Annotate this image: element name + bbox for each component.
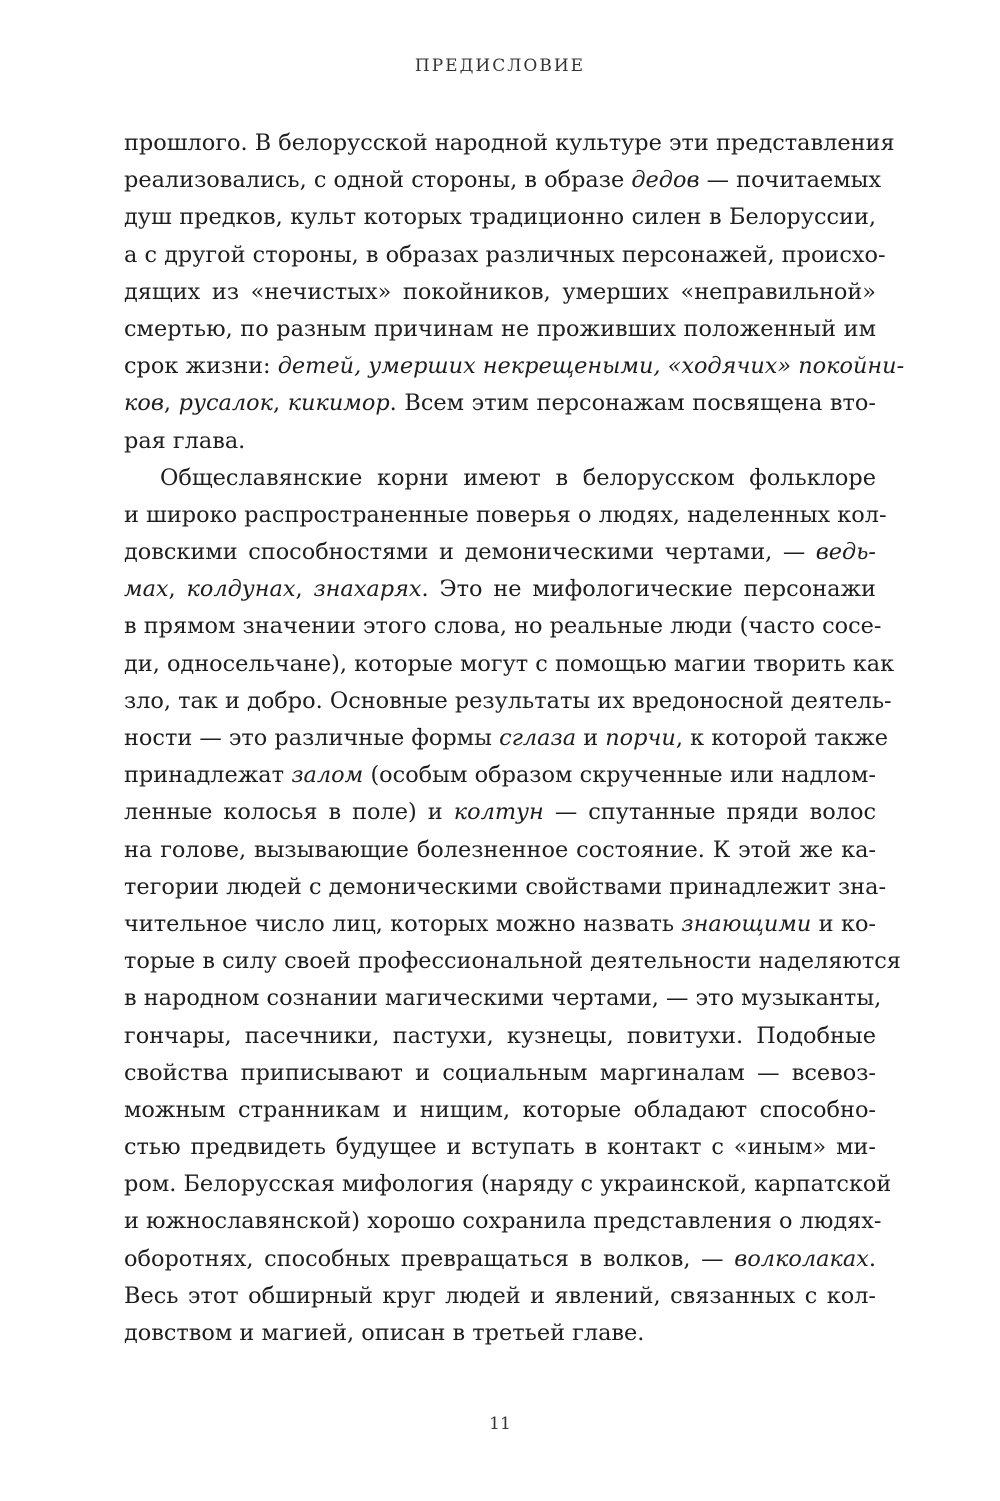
text-segment: и широко распространенные поверья о людях, наделенных кол- [124,501,887,528]
text-segment: Общеславянские корни имеют в белорусском фольклоре [160,464,876,491]
running-head: ПРЕДИСЛОВИЕ [414,56,586,76]
text-segment: Весь этот обширный круг людей и явлений, связанных с кол- [124,1282,876,1309]
text-segment: , [168,576,187,603]
text-segment: тегории людей с демоническими свойствами принадлежит зна- [124,873,887,900]
italic-term: сглаза [499,725,577,751]
text-line [124,1129,876,1166]
text-line [124,1166,892,1203]
text-segment: чительное число лиц, которых можно назвать [124,910,682,937]
body-text [124,125,905,1352]
text-segment: , к которой также [675,725,888,751]
text-line [124,348,905,385]
italic-term: русалок [178,390,273,417]
italic-term: колдунах [186,576,296,603]
text-segment: срок жизни: [124,353,278,380]
text-line [124,199,876,236]
text-segment: смертью, по разным причинам не проживших положенный им [124,315,876,342]
text-segment: ности — это различные формы [124,725,500,751]
text-line [124,385,876,422]
italic-term: мах [124,576,169,603]
text-line [124,869,887,906]
text-line [124,683,892,720]
italic-term: дедов [631,167,700,194]
text-line [124,943,901,980]
text-segment: довскими способностями и демоническими чертами, — [124,539,816,566]
text-line [124,980,882,1017]
text-line [124,1315,876,1352]
italic-term: знающими [681,910,812,937]
italic-term: ведь- [815,539,876,566]
text-line [124,832,876,869]
text-segment: — спутанные пряди волос [543,799,877,826]
italic-term: детей, умерших некрещеными, «ходячих» покойни- [277,353,905,380]
italic-term: колтун [453,799,544,826]
text-segment: ром. Белорусская мифология (наряду с украинской, карпатской [124,1171,892,1198]
text-segment: в народном сознании магическими чертами, — это музыканты, [124,985,882,1012]
text-segment: , [272,390,288,417]
text-segment: зло, так и добро. Основные результаты их вредоносной деятель- [124,687,892,714]
text-segment: . Это не мифологические персонажи [421,576,876,603]
page-number: 11 [489,1414,511,1434]
text-segment: . [868,1245,876,1272]
text-line [124,1241,876,1278]
italic-term: залом [291,762,364,789]
text-line [124,1018,876,1055]
text-line [124,906,876,943]
text-segment: на голове, вызывающие болезненное состояние. К этой же ка- [124,836,876,863]
italic-term: кикимор [287,390,390,417]
text-line [124,1092,876,1129]
text-segment: торые в силу своей профессиональной деятельности наделяются [124,948,901,975]
text-segment: довством и магией, описан в третьей главе. [124,1320,645,1346]
text-line [124,497,887,534]
text-segment: (особым образом скрученные или надлом- [363,762,876,789]
text-line [124,1203,882,1240]
italic-term: порчи [605,725,676,751]
text-segment: и [576,725,606,751]
text-line [124,125,895,162]
italic-term: волколаках [734,1245,869,1272]
text-segment: принадлежат [124,762,292,789]
text-line [124,162,882,199]
text-line [124,1278,876,1315]
text-segment: душ предков, культ которых традиционно силен в Белоруссии, [124,204,876,231]
text-line [124,274,876,311]
text-segment: в прямом значении этого слова, но реальные люди (часто сосе- [124,613,882,640]
text-line [124,646,895,683]
text-segment: прошлого. В белорусской народной культуре эти представления [124,130,895,156]
text-segment: дящих из «нечистых» покойников, умерших «неправильной» [124,278,876,305]
text-line [124,794,876,831]
text-segment: а с другой стороны, в образах различных персонажей, происхо- [124,241,886,268]
text-line [124,757,876,794]
italic-term: знахарях [313,576,422,603]
text-segment: , [295,576,314,603]
text-segment: , [163,390,179,417]
text-line [124,423,876,460]
text-segment: свойства приписывают и социальным маргиналам — всевоз- [124,1059,876,1086]
text-line [124,460,876,497]
text-segment: ленные колосья в поле) и [124,799,454,826]
text-line [124,534,876,571]
text-line [124,311,876,348]
text-segment: оборотнях, способных превращаться в волков, — [124,1245,735,1272]
text-segment: рая глава. [124,427,246,454]
text-line [124,237,886,274]
text-segment: и ко- [811,910,876,937]
text-line [124,720,888,757]
text-segment: можным странникам и нищим, которые обладают способно- [124,1096,876,1123]
text-line [124,608,882,645]
text-line [124,1055,876,1092]
italic-term: ков [124,390,164,417]
text-segment: . Всем этим персонажам посвящена вто- [389,390,876,417]
text-segment: стью предвидеть будущее и вступать в контакт с «иным» ми- [124,1134,876,1161]
text-segment: реализовались, с одной стороны, в образе [124,167,632,194]
text-segment: гончары, пасечники, пастухи, кузнецы, повитухи. Подобные [124,1022,876,1049]
text-segment: ди, односельчане), которые могут с помощью магии творить как [124,650,895,677]
text-line [124,571,876,608]
text-segment: и южнославянской) хорошо сохранила представления о людях- [124,1208,882,1235]
text-segment: — почитаемых [699,167,882,194]
